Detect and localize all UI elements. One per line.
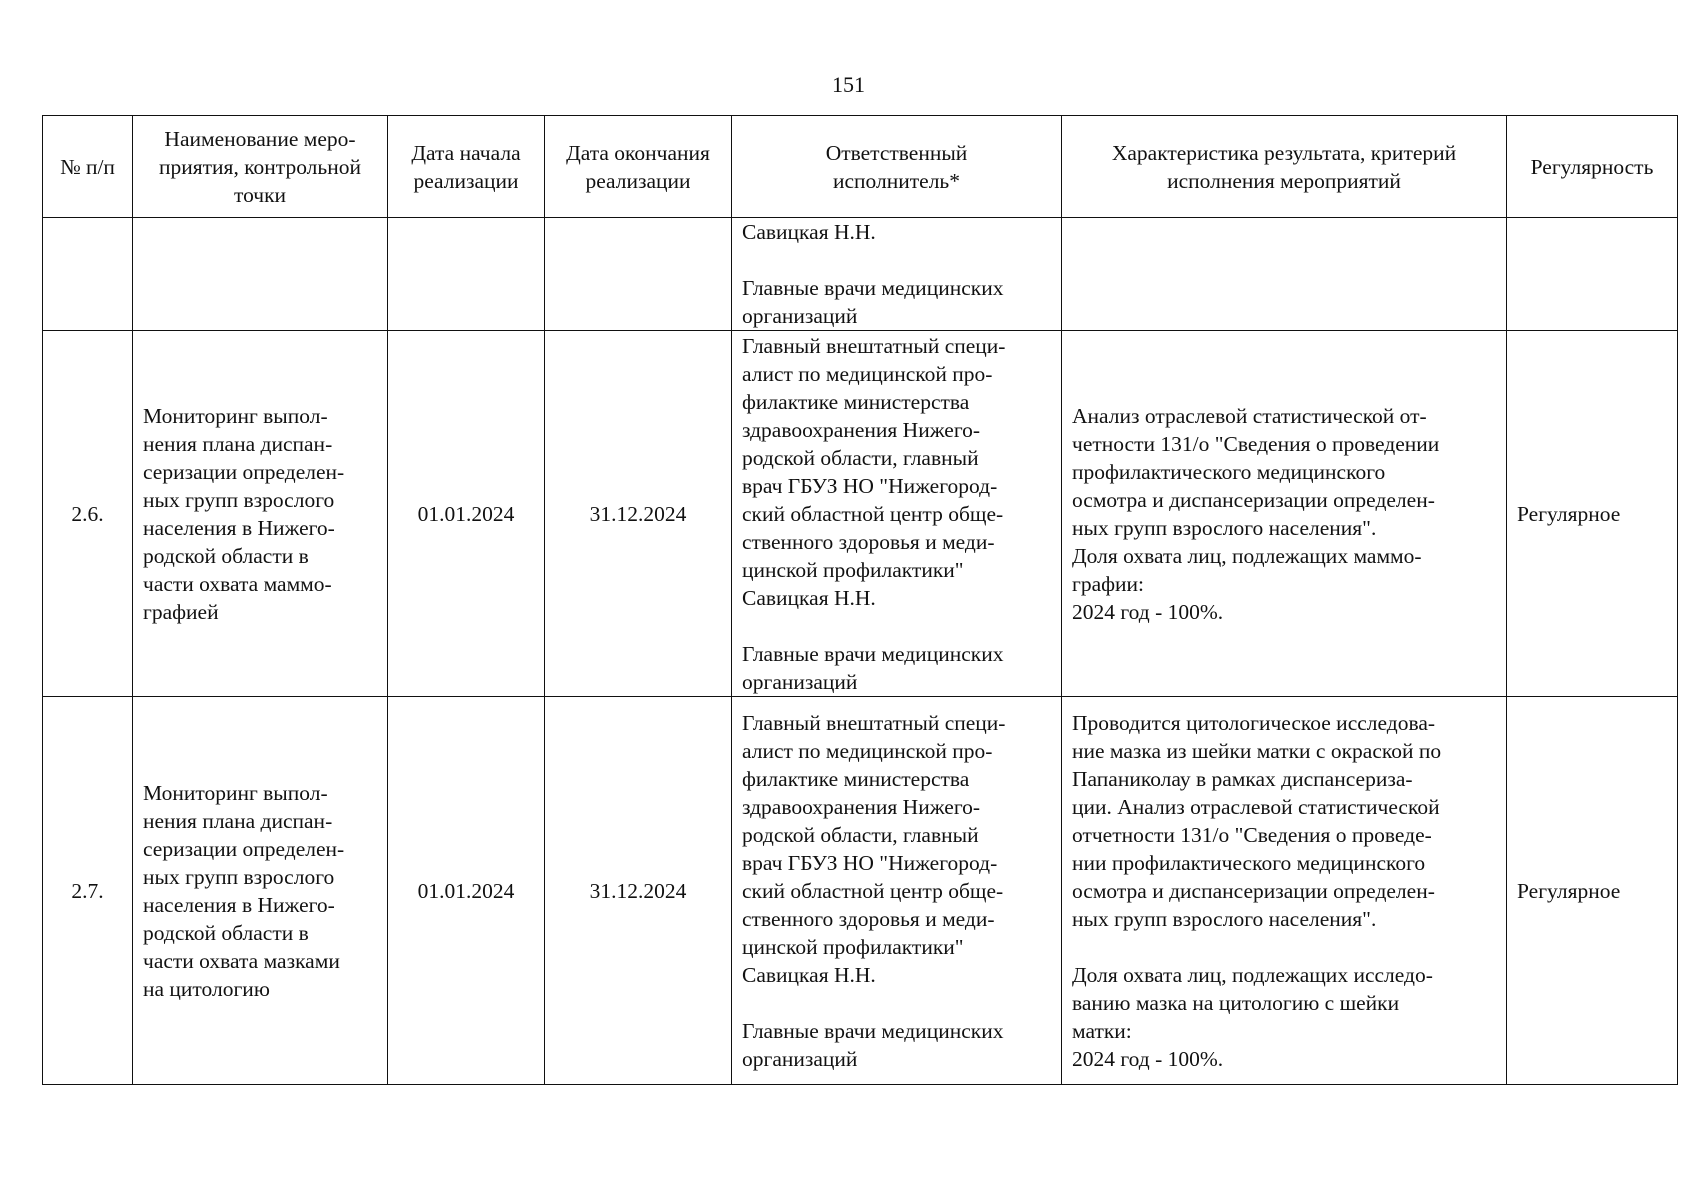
cell-end-date [545, 218, 732, 331]
table-row [43, 331, 1678, 697]
header-end-date: Дата окончания реализации [545, 116, 732, 218]
cell-end-date: 31.12.2024 [545, 331, 732, 697]
cell-result: Анализ отраслевой статистической от- четности 131/о "Сведения о проведении профилактического медицинского осмотра и диспансеризации определен- ных групп взрослого населения". Доля охвата лиц, подлежащих маммо- графии: 2024 год - 100%. [1062, 331, 1507, 697]
table-header-row [43, 116, 1678, 218]
activities-table [42, 115, 1678, 1085]
table-row [43, 697, 1678, 1085]
cell-responsible: Главный внештатный специ- алист по медицинской про- филактике министерства здравоохранения Нижего- родской области, главный врач ГБУЗ НО "Нижегород- ский областной центр обще- ственного здоровья и меди- цинской профилактики" Савицкая Н.Н. Главные врачи медицинских организаций [732, 697, 1062, 1085]
cell-start-date [388, 218, 545, 331]
cell-end-date: 31.12.2024 [545, 697, 732, 1085]
table-row [43, 218, 1678, 331]
cell-responsible: Главный внештатный специ- алист по медицинской про- филактике министерства здравоохранения Нижего- родской области, главный врач ГБУЗ НО "Нижегород- ский областной центр обще- ственного здоровья и меди- цинской профилактики" Савицкая Н.Н. Главные врачи медицинских организаций [732, 331, 1062, 697]
cell-regularity: Регулярное [1507, 697, 1678, 1085]
cell-name: Мониторинг выпол- нения плана диспан- серизации определен- ных групп взрослого населения в Нижего- родской области в части охвата маммо- графией [133, 331, 388, 697]
cell-regularity [1507, 218, 1678, 331]
header-regularity: Регулярность [1507, 116, 1678, 218]
cell-num [43, 218, 133, 331]
cell-name [133, 218, 388, 331]
cell-start-date: 01.01.2024 [388, 697, 545, 1085]
cell-num: 2.7. [43, 697, 133, 1085]
cell-name: Мониторинг выпол- нения плана диспан- серизации определен- ных групп взрослого населения в Нижего- родской области в части охвата мазками на цитологию [133, 697, 388, 1085]
cell-responsible: Савицкая Н.Н. Главные врачи медицинских организаций [732, 218, 1062, 331]
header-name: Наименование меро- приятия, контрольной точки [133, 116, 388, 218]
cell-num: 2.6. [43, 331, 133, 697]
header-start-date: Дата начала реализации [388, 116, 545, 218]
header-result: Характеристика результата, критерий исполнения мероприятий [1062, 116, 1507, 218]
cell-regularity: Регулярное [1507, 331, 1678, 697]
cell-start-date: 01.01.2024 [388, 331, 545, 697]
header-num: № п/п [43, 116, 133, 218]
cell-result [1062, 218, 1507, 331]
header-responsible: Ответственный исполнитель* [732, 116, 1062, 218]
page-number: 151 [832, 72, 865, 97]
cell-result: Проводится цитологическое исследова- ние мазка из шейки матки с окраской по Папаниколау в рамках диспансериза- ции. Анализ отраслевой статистической отчетности 131/о "Сведения о проведе- нии профилактического медицинского осмотра и диспансеризации определен- ных групп взрослого населения". Доля охвата лиц, подлежащих исследо- ванию мазка на цитологию с шейки матки: 2024 год - 100%. [1062, 697, 1507, 1085]
